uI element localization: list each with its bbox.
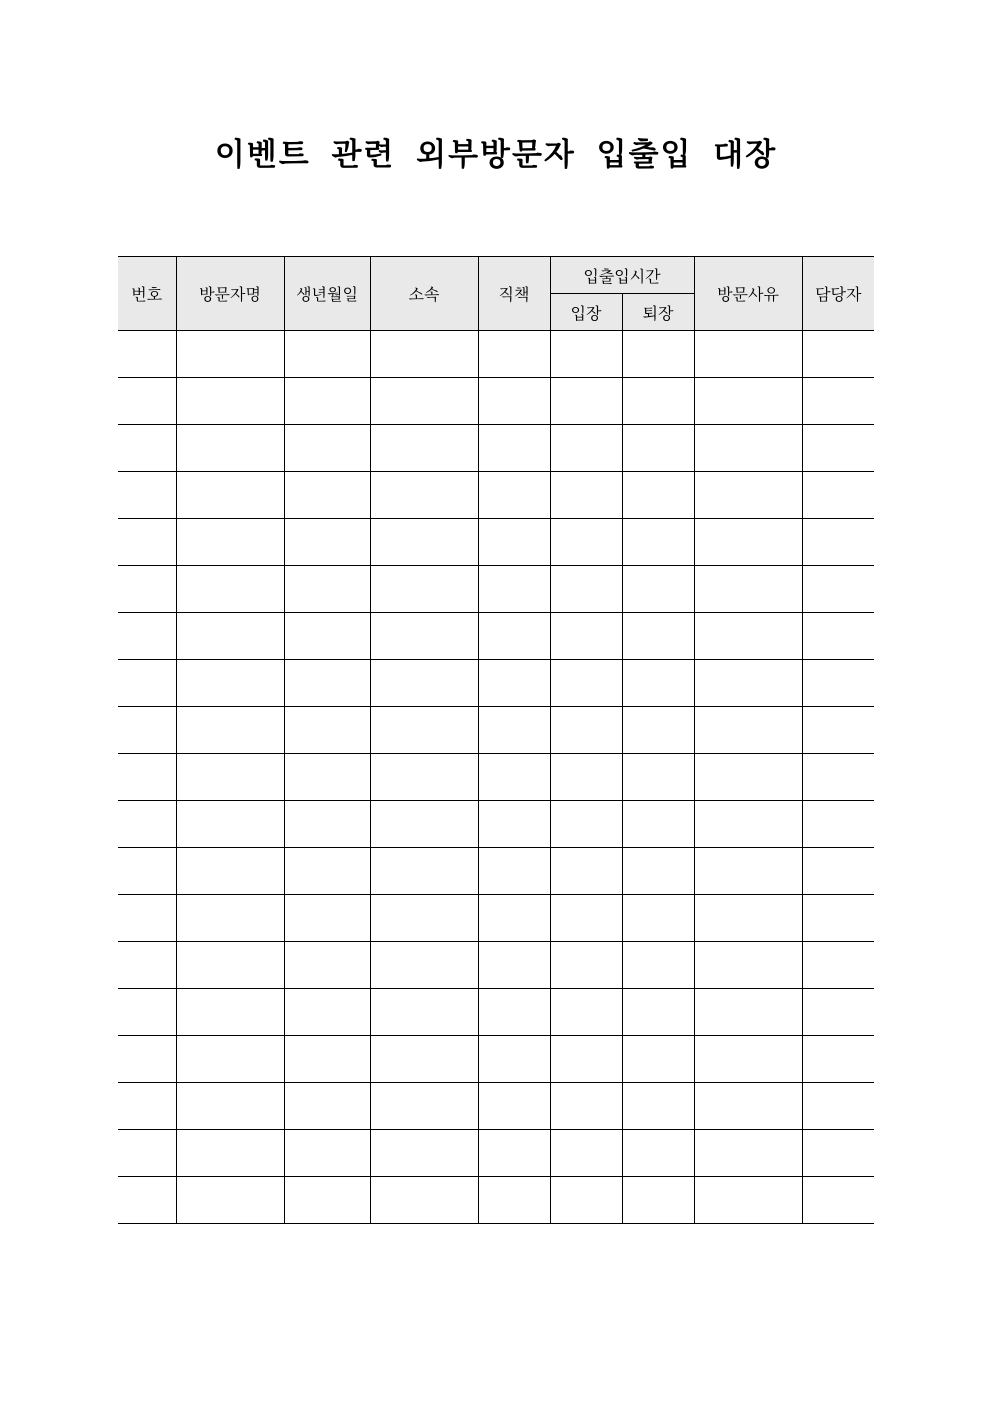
cell-exit-time[interactable] [622, 707, 694, 754]
cell-number[interactable] [118, 660, 176, 707]
cell-number[interactable] [118, 1177, 176, 1224]
cell-position[interactable] [478, 378, 550, 425]
cell-exit-time[interactable] [622, 331, 694, 378]
cell-visitor-name[interactable] [176, 1083, 284, 1130]
cell-number[interactable] [118, 989, 176, 1036]
cell-birth-date[interactable] [284, 566, 370, 613]
table-row [118, 331, 874, 378]
cell-visit-reason[interactable] [694, 660, 802, 707]
cell-number[interactable] [118, 472, 176, 519]
cell-visit-reason[interactable] [694, 472, 802, 519]
cell-visit-reason[interactable] [694, 1083, 802, 1130]
cell-person-in-charge[interactable] [802, 895, 874, 942]
cell-visitor-name[interactable] [176, 848, 284, 895]
cell-person-in-charge[interactable] [802, 378, 874, 425]
cell-affiliation[interactable] [370, 660, 478, 707]
cell-position[interactable] [478, 1036, 550, 1083]
cell-exit-time[interactable] [622, 378, 694, 425]
cell-visit-reason[interactable] [694, 1130, 802, 1177]
table-row [118, 378, 874, 425]
cell-entry-time[interactable] [550, 707, 622, 754]
table-row [118, 1083, 874, 1130]
cell-birth-date[interactable] [284, 519, 370, 566]
cell-number[interactable] [118, 425, 176, 472]
cell-visit-reason[interactable] [694, 566, 802, 613]
cell-affiliation[interactable] [370, 1036, 478, 1083]
cell-visit-reason[interactable] [694, 989, 802, 1036]
cell-visitor-name[interactable] [176, 801, 284, 848]
cell-entry-time[interactable] [550, 519, 622, 566]
cell-position[interactable] [478, 566, 550, 613]
cell-birth-date[interactable] [284, 472, 370, 519]
cell-visit-reason[interactable] [694, 331, 802, 378]
table-row [118, 660, 874, 707]
header-number: 번호 [118, 257, 176, 331]
cell-birth-date[interactable] [284, 895, 370, 942]
cell-birth-date[interactable] [284, 660, 370, 707]
cell-exit-time[interactable] [622, 989, 694, 1036]
table-row [118, 895, 874, 942]
table-row [118, 566, 874, 613]
cell-exit-time[interactable] [622, 1177, 694, 1224]
cell-affiliation[interactable] [370, 1130, 478, 1177]
cell-person-in-charge[interactable] [802, 1130, 874, 1177]
cell-affiliation[interactable] [370, 989, 478, 1036]
table-row [118, 1036, 874, 1083]
cell-entry-time[interactable] [550, 801, 622, 848]
cell-entry-time[interactable] [550, 660, 622, 707]
cell-person-in-charge[interactable] [802, 660, 874, 707]
cell-visitor-name[interactable] [176, 613, 284, 660]
cell-number[interactable] [118, 378, 176, 425]
cell-person-in-charge[interactable] [802, 331, 874, 378]
cell-person-in-charge[interactable] [802, 1036, 874, 1083]
cell-affiliation[interactable] [370, 331, 478, 378]
cell-visitor-name[interactable] [176, 942, 284, 989]
cell-entry-time[interactable] [550, 472, 622, 519]
cell-visitor-name[interactable] [176, 1036, 284, 1083]
cell-visit-reason[interactable] [694, 1036, 802, 1083]
header-person-in-charge: 담당자 [802, 257, 874, 331]
cell-affiliation[interactable] [370, 472, 478, 519]
cell-exit-time[interactable] [622, 566, 694, 613]
cell-position[interactable] [478, 801, 550, 848]
header-exit: 퇴장 [622, 294, 694, 331]
cell-entry-time[interactable] [550, 613, 622, 660]
table-row [118, 942, 874, 989]
cell-number[interactable] [118, 895, 176, 942]
cell-exit-time[interactable] [622, 425, 694, 472]
cell-birth-date[interactable] [284, 1130, 370, 1177]
cell-visit-reason[interactable] [694, 613, 802, 660]
cell-entry-time[interactable] [550, 1177, 622, 1224]
table-body [118, 331, 874, 1224]
cell-affiliation[interactable] [370, 801, 478, 848]
cell-exit-time[interactable] [622, 472, 694, 519]
cell-birth-date[interactable] [284, 1177, 370, 1224]
cell-person-in-charge[interactable] [802, 613, 874, 660]
cell-exit-time[interactable] [622, 660, 694, 707]
cell-affiliation[interactable] [370, 848, 478, 895]
cell-person-in-charge[interactable] [802, 989, 874, 1036]
cell-affiliation[interactable] [370, 378, 478, 425]
cell-position[interactable] [478, 1130, 550, 1177]
table-row [118, 472, 874, 519]
cell-person-in-charge[interactable] [802, 848, 874, 895]
cell-position[interactable] [478, 754, 550, 801]
cell-position[interactable] [478, 331, 550, 378]
cell-birth-date[interactable] [284, 331, 370, 378]
cell-position[interactable] [478, 848, 550, 895]
cell-person-in-charge[interactable] [802, 1083, 874, 1130]
cell-visitor-name[interactable] [176, 1130, 284, 1177]
cell-position[interactable] [478, 895, 550, 942]
table-header [118, 257, 874, 331]
cell-affiliation[interactable] [370, 566, 478, 613]
cell-exit-time[interactable] [622, 801, 694, 848]
cell-visit-reason[interactable] [694, 707, 802, 754]
cell-visit-reason[interactable] [694, 754, 802, 801]
cell-entry-time[interactable] [550, 848, 622, 895]
cell-affiliation[interactable] [370, 942, 478, 989]
cell-position[interactable] [478, 989, 550, 1036]
cell-visit-reason[interactable] [694, 801, 802, 848]
cell-visit-reason[interactable] [694, 1177, 802, 1224]
cell-birth-date[interactable] [284, 942, 370, 989]
cell-exit-time[interactable] [622, 754, 694, 801]
cell-number[interactable] [118, 707, 176, 754]
cell-birth-date[interactable] [284, 613, 370, 660]
cell-number[interactable] [118, 613, 176, 660]
table-row [118, 613, 874, 660]
header-visit-reason: 방문사유 [694, 257, 802, 331]
cell-person-in-charge[interactable] [802, 566, 874, 613]
cell-entry-time[interactable] [550, 1036, 622, 1083]
cell-birth-date[interactable] [284, 989, 370, 1036]
cell-birth-date[interactable] [284, 754, 370, 801]
cell-number[interactable] [118, 1036, 176, 1083]
cell-visitor-name[interactable] [176, 895, 284, 942]
cell-person-in-charge[interactable] [802, 754, 874, 801]
cell-exit-time[interactable] [622, 519, 694, 566]
cell-number[interactable] [118, 848, 176, 895]
cell-number[interactable] [118, 566, 176, 613]
cell-visit-reason[interactable] [694, 519, 802, 566]
header-visitor-name: 방문자명 [176, 257, 284, 331]
cell-person-in-charge[interactable] [802, 425, 874, 472]
cell-visitor-name[interactable] [176, 989, 284, 1036]
cell-visit-reason[interactable] [694, 378, 802, 425]
header-position: 직책 [478, 257, 550, 331]
header-affiliation: 소속 [370, 257, 478, 331]
cell-entry-time[interactable] [550, 895, 622, 942]
cell-entry-time[interactable] [550, 989, 622, 1036]
header-entry-exit-time: 입출입시간 [550, 257, 694, 294]
cell-visit-reason[interactable] [694, 848, 802, 895]
table-row [118, 754, 874, 801]
cell-affiliation[interactable] [370, 613, 478, 660]
cell-person-in-charge[interactable] [802, 801, 874, 848]
document-title: 이벤트 관련 외부방문자 입출입 대장 [214, 137, 778, 173]
cell-exit-time[interactable] [622, 848, 694, 895]
cell-exit-time[interactable] [622, 942, 694, 989]
cell-number[interactable] [118, 801, 176, 848]
table-row [118, 707, 874, 754]
cell-exit-time[interactable] [622, 895, 694, 942]
cell-exit-time[interactable] [622, 1036, 694, 1083]
cell-position[interactable] [478, 1083, 550, 1130]
table-row [118, 801, 874, 848]
cell-birth-date[interactable] [284, 801, 370, 848]
cell-position[interactable] [478, 707, 550, 754]
cell-position[interactable] [478, 942, 550, 989]
table-row [118, 848, 874, 895]
cell-visitor-name[interactable] [176, 707, 284, 754]
cell-visitor-name[interactable] [176, 331, 284, 378]
cell-number[interactable] [118, 519, 176, 566]
cell-person-in-charge[interactable] [802, 707, 874, 754]
table-row [118, 519, 874, 566]
cell-entry-time[interactable] [550, 942, 622, 989]
cell-visit-reason[interactable] [694, 942, 802, 989]
cell-visitor-name[interactable] [176, 378, 284, 425]
cell-person-in-charge[interactable] [802, 942, 874, 989]
cell-visitor-name[interactable] [176, 660, 284, 707]
cell-entry-time[interactable] [550, 1083, 622, 1130]
cell-birth-date[interactable] [284, 425, 370, 472]
cell-position[interactable] [478, 519, 550, 566]
cell-entry-time[interactable] [550, 425, 622, 472]
cell-visit-reason[interactable] [694, 895, 802, 942]
cell-visitor-name[interactable] [176, 519, 284, 566]
cell-number[interactable] [118, 754, 176, 801]
cell-birth-date[interactable] [284, 848, 370, 895]
cell-exit-time[interactable] [622, 1130, 694, 1177]
cell-birth-date[interactable] [284, 378, 370, 425]
cell-number[interactable] [118, 331, 176, 378]
cell-entry-time[interactable] [550, 1130, 622, 1177]
header-entry: 입장 [550, 294, 622, 331]
cell-position[interactable] [478, 472, 550, 519]
cell-number[interactable] [118, 1130, 176, 1177]
cell-visitor-name[interactable] [176, 1177, 284, 1224]
cell-affiliation[interactable] [370, 754, 478, 801]
cell-visitor-name[interactable] [176, 566, 284, 613]
cell-entry-time[interactable] [550, 754, 622, 801]
table-row [118, 1177, 874, 1224]
cell-affiliation[interactable] [370, 1083, 478, 1130]
visitor-register-table [118, 256, 874, 1224]
cell-number[interactable] [118, 1083, 176, 1130]
table-row [118, 989, 874, 1036]
header-birth-date: 생년월일 [284, 257, 370, 331]
table-row [118, 1130, 874, 1177]
cell-entry-time[interactable] [550, 378, 622, 425]
cell-person-in-charge[interactable] [802, 519, 874, 566]
cell-visitor-name[interactable] [176, 754, 284, 801]
cell-entry-time[interactable] [550, 331, 622, 378]
cell-affiliation[interactable] [370, 519, 478, 566]
cell-position[interactable] [478, 1177, 550, 1224]
table-row [118, 425, 874, 472]
cell-affiliation[interactable] [370, 895, 478, 942]
cell-birth-date[interactable] [284, 1083, 370, 1130]
cell-exit-time[interactable] [622, 613, 694, 660]
cell-position[interactable] [478, 660, 550, 707]
cell-affiliation[interactable] [370, 1177, 478, 1224]
cell-position[interactable] [478, 613, 550, 660]
cell-visitor-name[interactable] [176, 472, 284, 519]
cell-number[interactable] [118, 942, 176, 989]
cell-visitor-name[interactable] [176, 425, 284, 472]
cell-person-in-charge[interactable] [802, 472, 874, 519]
cell-affiliation[interactable] [370, 425, 478, 472]
cell-visit-reason[interactable] [694, 425, 802, 472]
cell-exit-time[interactable] [622, 1083, 694, 1130]
cell-position[interactable] [478, 425, 550, 472]
cell-entry-time[interactable] [550, 566, 622, 613]
cell-birth-date[interactable] [284, 1036, 370, 1083]
cell-affiliation[interactable] [370, 707, 478, 754]
cell-person-in-charge[interactable] [802, 1177, 874, 1224]
cell-birth-date[interactable] [284, 707, 370, 754]
